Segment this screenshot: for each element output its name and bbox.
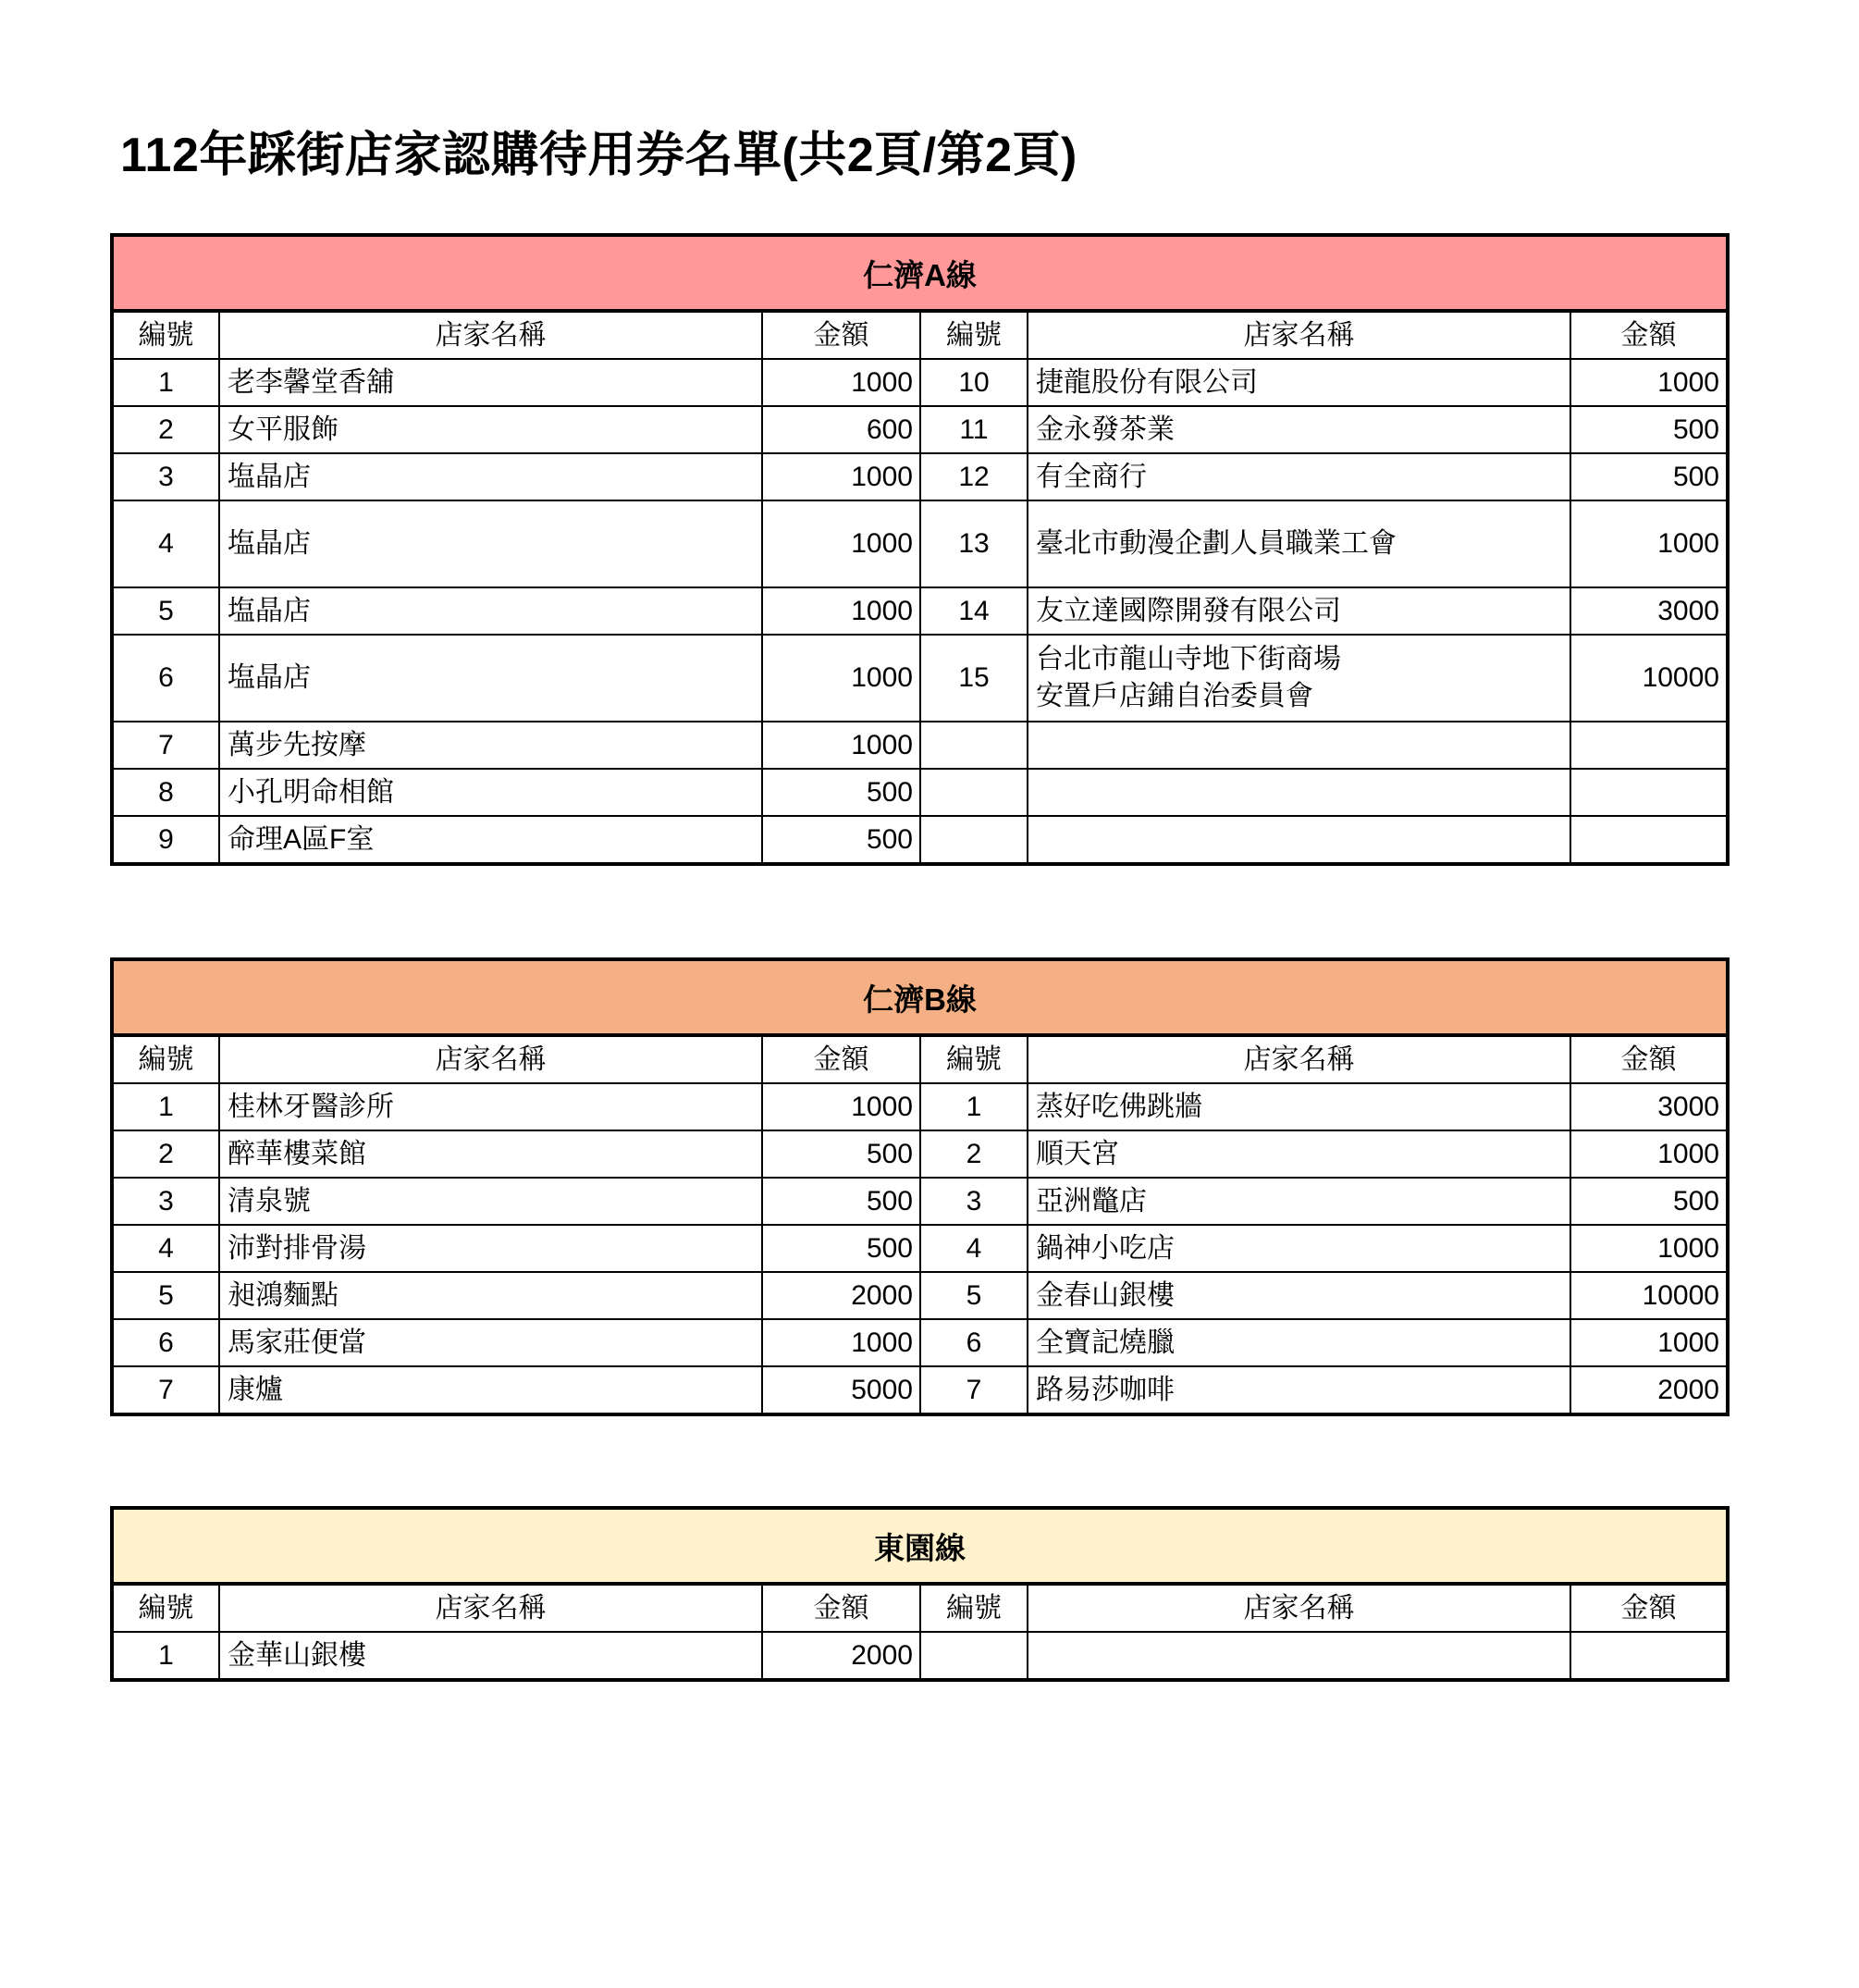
empty-cell bbox=[1028, 769, 1570, 816]
table-row bbox=[112, 359, 1728, 406]
store-name: 清泉號 bbox=[219, 1178, 762, 1225]
voucher-amount: 1000 bbox=[1570, 359, 1728, 406]
entry-number: 3 bbox=[112, 1178, 219, 1225]
store-name: 塩晶店 bbox=[219, 635, 762, 722]
voucher-amount: 600 bbox=[762, 406, 920, 453]
store-name: 沛對排骨湯 bbox=[219, 1225, 762, 1272]
voucher-amount: 1000 bbox=[1570, 1130, 1728, 1178]
column-header-row bbox=[112, 1584, 1728, 1632]
empty-cell bbox=[1570, 1632, 1728, 1680]
entry-number: 6 bbox=[920, 1319, 1028, 1366]
column-header-name: 店家名稱 bbox=[1028, 1584, 1570, 1632]
column-header-row bbox=[112, 311, 1728, 359]
column-header-amount: 金額 bbox=[762, 311, 920, 359]
entry-number: 3 bbox=[112, 453, 219, 500]
entry-number: 7 bbox=[112, 722, 219, 769]
store-name: 有全商行 bbox=[1028, 453, 1570, 500]
voucher-amount: 1000 bbox=[762, 500, 920, 587]
voucher-amount: 500 bbox=[762, 769, 920, 816]
store-name: 友立達國際開發有限公司 bbox=[1028, 587, 1570, 635]
column-header-no: 編號 bbox=[920, 311, 1028, 359]
document-title: 112年踩街店家認購待用券名單(共2頁/第2頁) bbox=[120, 129, 1077, 182]
voucher-amount: 500 bbox=[762, 816, 920, 864]
table-row bbox=[112, 816, 1728, 864]
store-name: 捷龍股份有限公司 bbox=[1028, 359, 1570, 406]
column-header-no: 編號 bbox=[920, 1035, 1028, 1083]
store-name: 塩晶店 bbox=[219, 500, 762, 587]
table-row bbox=[112, 1319, 1728, 1366]
entry-number: 2 bbox=[112, 1130, 219, 1178]
voucher-amount: 5000 bbox=[762, 1366, 920, 1414]
voucher-amount: 500 bbox=[762, 1225, 920, 1272]
section-header-row bbox=[112, 235, 1728, 311]
voucher-amount: 3000 bbox=[1570, 1083, 1728, 1130]
store-name: 路易莎咖啡 bbox=[1028, 1366, 1570, 1414]
store-name: 金永發茶業 bbox=[1028, 406, 1570, 453]
store-name: 鍋神小吃店 bbox=[1028, 1225, 1570, 1272]
entry-number: 11 bbox=[920, 406, 1028, 453]
entry-number: 1 bbox=[112, 359, 219, 406]
entry-number: 9 bbox=[112, 816, 219, 864]
store-name: 全寶記燒臘 bbox=[1028, 1319, 1570, 1366]
table-row bbox=[112, 1272, 1728, 1319]
column-header-amount: 金額 bbox=[1570, 311, 1728, 359]
store-name: 順天宮 bbox=[1028, 1130, 1570, 1178]
entry-number: 1 bbox=[112, 1083, 219, 1130]
entry-number: 1 bbox=[112, 1632, 219, 1680]
voucher-amount: 10000 bbox=[1570, 635, 1728, 722]
column-header-row bbox=[112, 1035, 1728, 1083]
section-title: 仁濟B線 bbox=[112, 959, 1728, 1035]
voucher-amount: 3000 bbox=[1570, 587, 1728, 635]
section-title: 仁濟A線 bbox=[112, 235, 1728, 311]
entry-number: 2 bbox=[112, 406, 219, 453]
entry-number: 5 bbox=[920, 1272, 1028, 1319]
voucher-amount: 2000 bbox=[762, 1632, 920, 1680]
empty-cell bbox=[1028, 1632, 1570, 1680]
column-header-no: 編號 bbox=[112, 311, 219, 359]
table-row bbox=[112, 1130, 1728, 1178]
store-name: 金華山銀樓 bbox=[219, 1632, 762, 1680]
store-name: 金春山銀樓 bbox=[1028, 1272, 1570, 1319]
store-name: 台北市龍山寺地下街商場 安置戶店鋪自治委員會 bbox=[1028, 635, 1570, 722]
store-name: 醉華樓菜館 bbox=[219, 1130, 762, 1178]
voucher-amount: 1000 bbox=[1570, 1225, 1728, 1272]
column-header-no: 編號 bbox=[112, 1584, 219, 1632]
table-row bbox=[112, 635, 1728, 722]
column-header-no: 編號 bbox=[920, 1584, 1028, 1632]
table-row bbox=[112, 1632, 1728, 1680]
table-row bbox=[112, 587, 1728, 635]
column-header-amount: 金額 bbox=[762, 1035, 920, 1083]
entry-number: 6 bbox=[112, 1319, 219, 1366]
empty-cell bbox=[1028, 722, 1570, 769]
table-row bbox=[112, 1083, 1728, 1130]
entry-number: 8 bbox=[112, 769, 219, 816]
empty-cell bbox=[920, 769, 1028, 816]
table-row bbox=[112, 722, 1728, 769]
entry-number: 2 bbox=[920, 1130, 1028, 1178]
entry-number: 10 bbox=[920, 359, 1028, 406]
empty-cell bbox=[1570, 816, 1728, 864]
voucher-amount: 2000 bbox=[762, 1272, 920, 1319]
voucher-amount: 500 bbox=[1570, 453, 1728, 500]
section-table-a bbox=[110, 233, 1730, 866]
store-name: 桂林牙醫診所 bbox=[219, 1083, 762, 1130]
entry-number: 3 bbox=[920, 1178, 1028, 1225]
empty-cell bbox=[920, 816, 1028, 864]
column-header-no: 編號 bbox=[112, 1035, 219, 1083]
entry-number: 13 bbox=[920, 500, 1028, 587]
empty-cell bbox=[1570, 722, 1728, 769]
empty-cell bbox=[1028, 816, 1570, 864]
store-name: 臺北市動漫企劃人員職業工會 bbox=[1028, 500, 1570, 587]
column-header-name: 店家名稱 bbox=[1028, 1035, 1570, 1083]
entry-number: 1 bbox=[920, 1083, 1028, 1130]
voucher-amount: 1000 bbox=[762, 722, 920, 769]
store-name: 塩晶店 bbox=[219, 587, 762, 635]
section-title: 東園線 bbox=[112, 1508, 1728, 1584]
entry-number: 7 bbox=[112, 1366, 219, 1414]
voucher-amount: 1000 bbox=[762, 1083, 920, 1130]
voucher-amount: 500 bbox=[1570, 406, 1728, 453]
store-name: 康爐 bbox=[219, 1366, 762, 1414]
entry-number: 14 bbox=[920, 587, 1028, 635]
table-row bbox=[112, 453, 1728, 500]
store-name: 小孔明命相館 bbox=[219, 769, 762, 816]
store-name: 塩晶店 bbox=[219, 453, 762, 500]
section-header-row bbox=[112, 1508, 1728, 1584]
voucher-amount: 1000 bbox=[762, 1319, 920, 1366]
column-header-name: 店家名稱 bbox=[1028, 311, 1570, 359]
entry-number: 4 bbox=[112, 1225, 219, 1272]
entry-number: 5 bbox=[112, 1272, 219, 1319]
empty-cell bbox=[920, 722, 1028, 769]
store-name: 萬步先按摩 bbox=[219, 722, 762, 769]
table-row bbox=[112, 1366, 1728, 1414]
voucher-amount: 1000 bbox=[1570, 1319, 1728, 1366]
table-row bbox=[112, 769, 1728, 816]
table-row bbox=[112, 500, 1728, 587]
section-header-row bbox=[112, 959, 1728, 1035]
store-name: 老李馨堂香舖 bbox=[219, 359, 762, 406]
voucher-amount: 500 bbox=[762, 1178, 920, 1225]
section-table-c bbox=[110, 1506, 1730, 1682]
entry-number: 6 bbox=[112, 635, 219, 722]
column-header-name: 店家名稱 bbox=[219, 1035, 762, 1083]
section-table-b bbox=[110, 957, 1730, 1416]
voucher-amount: 500 bbox=[1570, 1178, 1728, 1225]
column-header-amount: 金額 bbox=[762, 1584, 920, 1632]
store-name: 昶鴻麵點 bbox=[219, 1272, 762, 1319]
entry-number: 4 bbox=[920, 1225, 1028, 1272]
entry-number: 4 bbox=[112, 500, 219, 587]
store-name: 馬家莊便當 bbox=[219, 1319, 762, 1366]
entry-number: 5 bbox=[112, 587, 219, 635]
voucher-amount: 2000 bbox=[1570, 1366, 1728, 1414]
store-name: 女平服飾 bbox=[219, 406, 762, 453]
voucher-amount: 1000 bbox=[762, 359, 920, 406]
table-row bbox=[112, 406, 1728, 453]
column-header-name: 店家名稱 bbox=[219, 1584, 762, 1632]
empty-cell bbox=[920, 1632, 1028, 1680]
table-row bbox=[112, 1225, 1728, 1272]
voucher-amount: 1000 bbox=[762, 453, 920, 500]
column-header-amount: 金額 bbox=[1570, 1584, 1728, 1632]
voucher-amount: 500 bbox=[762, 1130, 920, 1178]
store-name: 蒸好吃佛跳牆 bbox=[1028, 1083, 1570, 1130]
voucher-amount: 1000 bbox=[762, 587, 920, 635]
entry-number: 7 bbox=[920, 1366, 1028, 1414]
store-name: 亞洲鼈店 bbox=[1028, 1178, 1570, 1225]
column-header-name: 店家名稱 bbox=[219, 311, 762, 359]
store-name: 命理A區F室 bbox=[219, 816, 762, 864]
table-row bbox=[112, 1178, 1728, 1225]
voucher-amount: 1000 bbox=[1570, 500, 1728, 587]
empty-cell bbox=[1570, 769, 1728, 816]
entry-number: 12 bbox=[920, 453, 1028, 500]
entry-number: 15 bbox=[920, 635, 1028, 722]
voucher-amount: 10000 bbox=[1570, 1272, 1728, 1319]
column-header-amount: 金額 bbox=[1570, 1035, 1728, 1083]
voucher-amount: 1000 bbox=[762, 635, 920, 722]
